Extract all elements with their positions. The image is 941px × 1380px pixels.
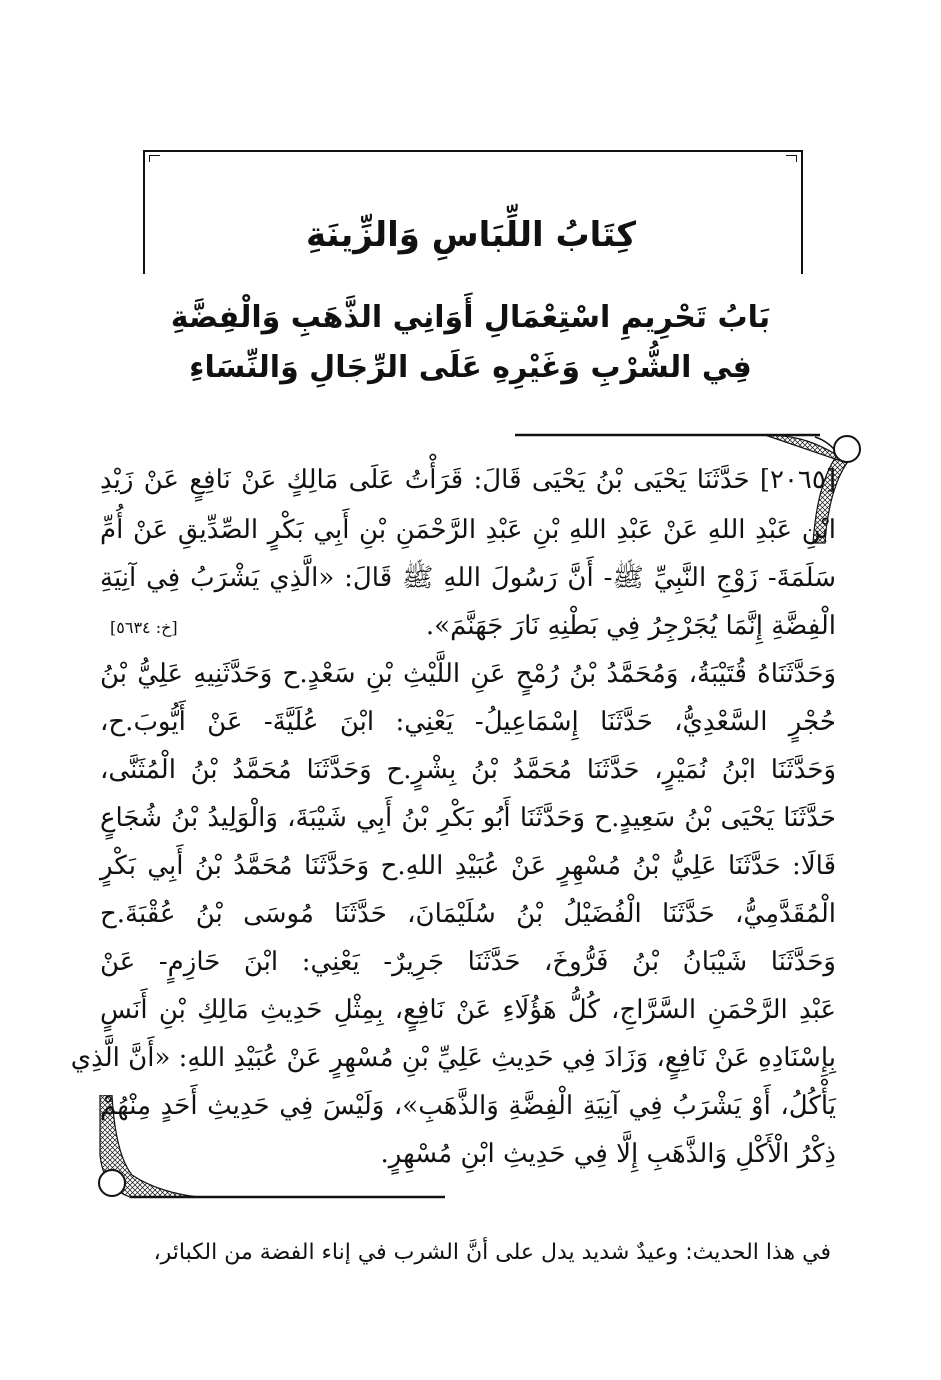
hadith-line: [٢٠٦٥] حَدَّثَنَا يَحْيَى بْنُ يَحْيَى قَالَ: قَرَأْتُ عَلَى مَالِكٍ عَنْ نَافِعٍ عَنْ زَيْدِ [100,465,836,495]
bab-title-line-1: بَابُ تَحْرِيمِ اسْتِعْمَالِ أَوَانِي الذَّهَبِ وَالْفِضَّةِ [170,300,771,335]
hadith-line: الْمُقَدَّمِيُّ، حَدَّثَنَا الْفُضَيْلُ بْنُ سُلَيْمَانَ، حَدَّثَنَا مُوسَى بْنُ عُقْبَةَ.ح [100,899,836,929]
hadith-line: يَأْكُلُ، أَوْ يَشْرَبُ فِي آنِيَةِ الْفِضَّةِ وَالذَّهَبِ»، وَلَيْسَ فِي حَدِيثِ أَحَدٍ مِنْهُمْ [100,1091,836,1121]
hadith-line: الْفِضَّةِ إِنَّمَا يُجَرْجِرُ فِي بَطْنِهِ نَارَ جَهَنَّمَ». [425,611,836,641]
hadith-line: ابْنِ عَبْدِ اللهِ عَنْ عَبْدِ اللهِ بْنِ عَبْدِ الرَّحْمَنِ بْنِ أَبِي بَكْرٍ الصِّدِّيقِ عَنْ أُمِّ [100,515,836,545]
footnote-text: في هذا الحديث: وعيدٌ شديد يدل على أنَّ الشرب في إناء الفضة من الكبائر، [153,1240,831,1265]
hadith-line: ذِكْرُ الْأَكْلِ وَالذَّهَبِ إِلَّا فِي حَدِيثِ ابْنِ مُسْهِرٍ. [380,1139,836,1169]
hadith-line: حَدَّثَنَا يَحْيَى بْنُ سَعِيدٍ.ح وَحَدَّثَنَا أَبُو بَكْرِ بْنُ أَبِي شَيْبَةَ، وَالْوَلِيدُ بْنُ شُجَاعٍ [100,803,836,833]
chapter-title: كِتَابُ اللِّبَاسِ وَالزِّينَةِ [305,215,637,255]
bab-title-line-2: فِي الشُّرْبِ وَغَيْرِهِ عَلَى الرِّجَالِ وَالنِّسَاءِ [189,350,752,385]
reference-tag: [خ: ٥٦٣٤] [110,618,178,637]
hadith-line: سَلَمَةَ- زَوْجِ النَّبِيِّ ﷺ- أَنَّ رَسُولَ اللهِ ﷺ قَالَ: «الَّذِي يَشْرَبُ فِي آنِيَةِ [100,563,836,593]
hadith-line: حُجْرٍ السَّعْدِيُّ، حَدَّثَنَا إِسْمَاعِيلُ- يَعْنِي: ابْنَ عُلَيَّةَ- عَنْ أَيُّوبَ.ح، [100,707,836,737]
hadith-line: وَحَدَّثَنَاهُ قُتَيْبَةُ، وَمُحَمَّدُ بْنُ رُمْحٍ عَنِ اللَّيْثِ بْنِ سَعْدٍ.ح وَحَدَّثَنِيهِ عَلِيُّ بْنُ [100,659,836,689]
hadith-line: قَالَا: حَدَّثَنَا عَلِيُّ بْنُ مُسْهِرٍ عَنْ عُبَيْدِ اللهِ.ح وَحَدَّثَنَا مُحَمَّدُ بْنُ أَبِي بَكْرٍ [100,851,836,881]
hadith-line: وَحَدَّثَنَا ابْنُ نُمَيْرٍ، حَدَّثَنَا مُحَمَّدُ بْنُ بِشْرٍ.ح وَحَدَّثَنَا مُحَمَّدُ بْنُ الْمُثَنَّى، [100,755,836,785]
chapter-frame [143,150,803,274]
hadith-line: بِإِسْنَادِهِ عَنْ نَافِعٍ، وَزَادَ فِي حَدِيثِ عَلِيِّ بْنِ مُسْهِرٍ عَنْ عُبَيْدِ اللهِ: «أَنَّ الَّذِي [70,1043,836,1073]
hadith-line: عَبْدِ الرَّحْمَنِ السَّرَّاجِ، كُلُّ هَؤُلَاءِ عَنْ نَافِعٍ، بِمِثْلِ حَدِيثِ مَالِكِ بْنِ أَنَسٍ [100,995,836,1025]
hadith-line: وَحَدَّثَنَا شَيْبَانُ بْنُ فَرُّوخَ، حَدَّثَنَا جَرِيرٌ- يَعْنِي: ابْنَ حَازِمٍ- عَنْ [100,947,836,977]
